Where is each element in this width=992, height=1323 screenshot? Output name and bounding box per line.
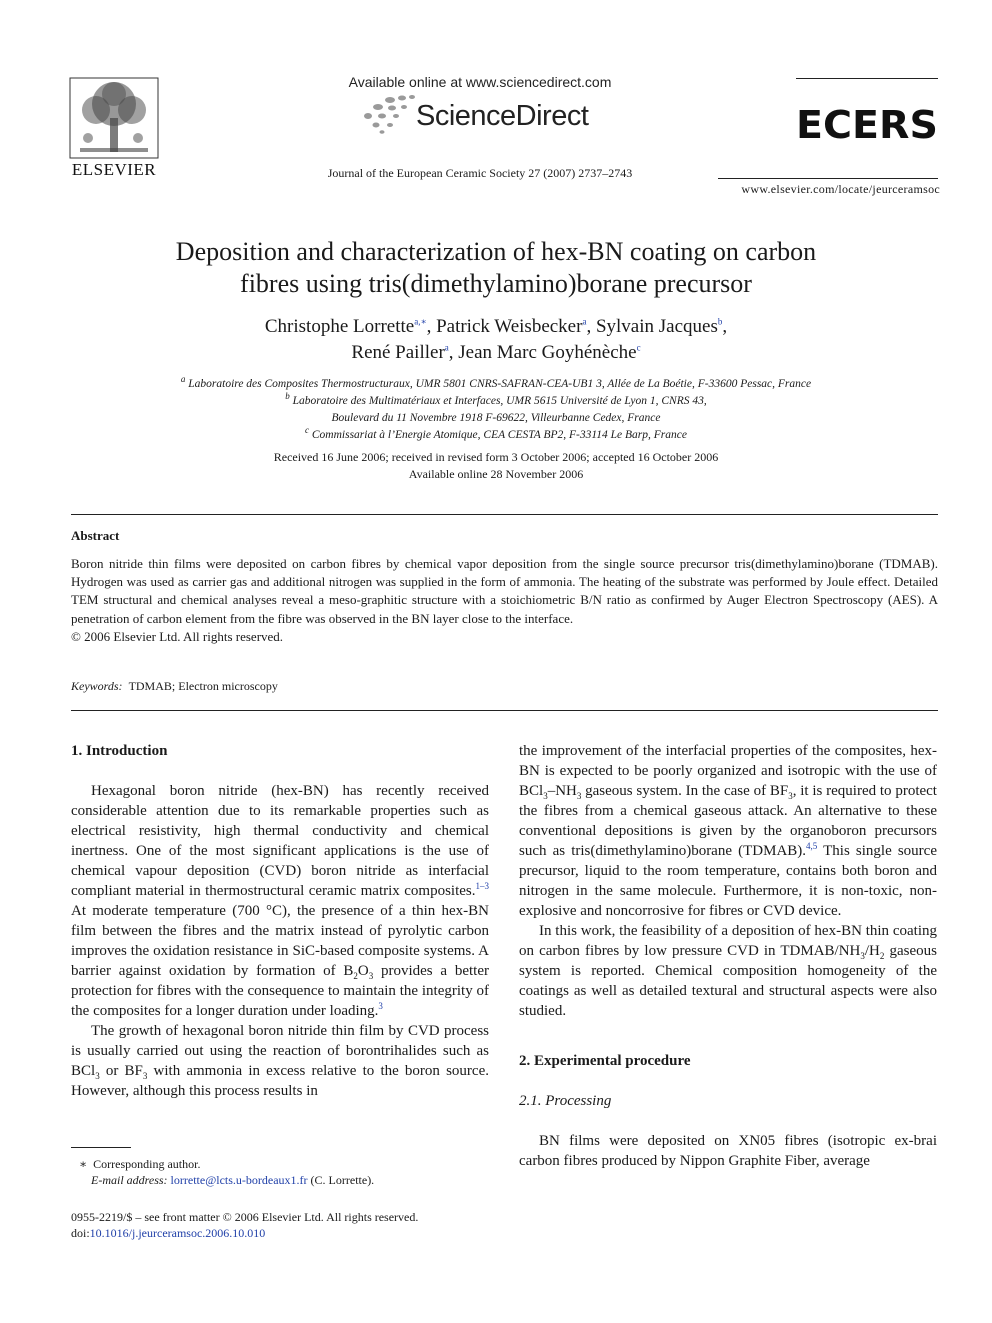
received-dates: Received 16 June 2006; received in revised form 3 October 2006; accepted 16 October 2006 bbox=[273, 450, 719, 464]
email-label: E-mail address: bbox=[91, 1173, 168, 1187]
author-separator: , bbox=[722, 316, 728, 337]
ecers-logo bbox=[796, 104, 938, 144]
section-heading-introduction: 1. Introduction bbox=[71, 743, 168, 759]
email-link[interactable]: lorrette@lcts.u-bordeaux1.fr bbox=[170, 1173, 308, 1187]
affiliation bbox=[90, 427, 902, 444]
corresponding-label: Corresponding author. bbox=[93, 1157, 201, 1171]
journal-reference: Journal of the European Ceramic Society 27 (2007) 2737–2743 bbox=[327, 166, 633, 180]
doi-link[interactable]: 10.1016/j.jeurceramsoc.2006.10.010 bbox=[89, 1226, 266, 1240]
issn-line: 0955-2219/$ – see front matter © 2006 Elsevier Ltd. All rights reserved. bbox=[71, 1210, 419, 1224]
front-matter-notice bbox=[71, 1209, 491, 1241]
keywords-label: Keywords: bbox=[71, 679, 123, 693]
author: Jean Marc Goyhénèche bbox=[458, 342, 637, 363]
affiliation-mark[interactable]: a bbox=[444, 342, 449, 353]
journal-url[interactable]: www.elsevier.com/locate/jeurceramsoc bbox=[741, 182, 940, 196]
paragraph: In this work, the feasibility of a deposition of hex-BN thin coating on carbon fibres by low pressure CVD in TDMAB/$NH_3/H_2$ gaseous system is reported. Chemical composition homogeneity of the coatings as well as detailed textural and structural aspects were also studied. bbox=[519, 923, 937, 1019]
affiliation-text: Commissariat à l’Energie Atomique, CEA CESTA BP2, F-33114 Le Barp, France bbox=[311, 429, 687, 441]
affiliation-text: Boulevard du 11 Novembre 1918 F-69622, Villeurbanne Cedex, France bbox=[331, 412, 661, 424]
available-online-text: Available online at www.sciencedirect.com bbox=[348, 74, 612, 90]
abstract-text: Boron nitride thin films were deposited on carbon fibres by chemical vapor deposition from the single source precursor tris(dimethylamino)borane (TDMAB). Hydrogen was used as carrier gas and additional nitrogen was supplied in the form of ammonia. The heating of the substrate was performed by Joule effect. Detailed TEM structural and chemical analyses reveal a meso-graphitic structure with a stoichiometric B/N ratio as confirmed by Auger Electron Spectroscopy (AES). A penetration of carbon element from the fibre was observed in the BN layer close to the interface. bbox=[71, 556, 938, 626]
sciencedirect-wordmark: ScienceDirect bbox=[416, 100, 589, 132]
affiliation-mark[interactable]: a,∗ bbox=[414, 316, 427, 327]
affiliations bbox=[90, 376, 902, 444]
elsevier-wordmark: ELSEVIER bbox=[71, 160, 157, 179]
affiliation-text: Laboratoire des Composites Thermostructuraux, UMR 5801 CNRS-SAFRAN-CEA-UB1 3, Allée de La Boétie, F-33600 Pessac, France bbox=[188, 378, 812, 390]
affiliation-mark[interactable]: c bbox=[636, 342, 641, 353]
author: René Pailler bbox=[351, 342, 445, 363]
paragraph: the improvement of the interfacial properties of the composites, hex-BN is expected to be poorly organized and isotropic with the use of $BCl_3-NH_3$ gaseous system. In the case of $BF_3$, it is required to protect the fibres from a chemical gaseous attack. An alternative to these conventional depositions is given by the organoboron precursors such as tris(dimethylamino)borane (TDMAB).$^{4,5}$ This single source precursor, liquid to the room temperature, contains both boron and nitrogen in the same molecule. Furthermore, it is non-toxic, non-explosive and noncorrosive for fibres or CVD device. bbox=[519, 743, 937, 919]
paragraph: BN films were deposited on XN05 fibres (isotropic ex-brai carbon fibres produced by Nippon Graphite Fiber, average bbox=[519, 1133, 937, 1169]
email-suffix: (C. Lorrette). bbox=[310, 1173, 375, 1187]
right-column bbox=[519, 741, 937, 1171]
left-column bbox=[71, 741, 489, 1101]
available-online-date: Available online 28 November 2006 bbox=[408, 467, 584, 481]
author-separator: , bbox=[426, 316, 437, 337]
affiliation-text: Laboratoire des Multimatériaux et Interfaces, UMR 5615 Université de Lyon 1, CNRS 43, bbox=[292, 395, 707, 407]
article-title bbox=[120, 236, 872, 300]
header-rule bbox=[796, 78, 938, 79]
abstract-copyright: © 2006 Elsevier Ltd. All rights reserved. bbox=[71, 628, 284, 644]
affiliation-mark: a bbox=[180, 374, 186, 385]
doi-line bbox=[71, 1225, 491, 1241]
author-list bbox=[150, 314, 842, 366]
header-rule bbox=[718, 178, 938, 179]
affiliation bbox=[90, 410, 902, 427]
abstract-top-rule bbox=[71, 514, 938, 515]
footnote-star: ∗ bbox=[79, 1157, 88, 1171]
abstract-body bbox=[71, 555, 938, 646]
subsection-heading-processing: 2.1. Processing bbox=[519, 1093, 612, 1109]
section-heading-experimental: 2. Experimental procedure bbox=[519, 1053, 691, 1069]
paragraph: Hexagonal boron nitride (hex-BN) has recently received considerable attention due to its remarkable properties such as electrical resistivity, high thermal conductivity and chemical inertness. One of the most significant applications is the use of chemical vapour deposition (CVD) boron nitride as interfacial compliant material in thermostructural ceramic matrix composites.$^{1-3}$ At moderate temperature (700 °C), the presence of a thin hex-BN film between the fibres and the matrix instead of pyrolytic carbon improves the oxidation resistance in SiC-based composite systems. A barrier against oxidation by formation of $B_2O_3$ provides a better protection for fibres with the consequence to maintain the integrity of the composites for a longer duration under loading.$^3$ bbox=[71, 783, 489, 1019]
abstract-bottom-rule bbox=[71, 710, 938, 711]
affiliation-mark: c bbox=[305, 425, 309, 436]
affiliation bbox=[90, 376, 902, 393]
abstract-heading: Abstract bbox=[71, 528, 120, 543]
title-line: fibres using tris(dimethylamino)borane precursor bbox=[240, 269, 752, 298]
author: Christophe Lorrette bbox=[264, 316, 415, 337]
author-separator: , bbox=[586, 316, 596, 337]
author: Patrick Weisbecker bbox=[436, 316, 583, 337]
email-line bbox=[71, 1172, 491, 1188]
title-line: Deposition and characterization of hex-BN coating on carbon bbox=[175, 237, 817, 266]
footnote-rule bbox=[71, 1147, 131, 1148]
corresponding-note bbox=[71, 1156, 491, 1172]
affiliation-mark[interactable]: b bbox=[717, 316, 723, 327]
corresponding-author-footnote bbox=[71, 1156, 491, 1188]
doi-label: doi: bbox=[71, 1226, 90, 1240]
affiliation-mark[interactable]: a bbox=[582, 316, 587, 327]
paragraph: The growth of hexagonal boron nitride thin film by CVD process is usually carried out using the reaction of borontrihalides such as BCl$_3$ or $BF_3$ with ammonia in excess relative to the boron source. However, although this process results in bbox=[71, 1023, 489, 1099]
svg-text:ECERS: ECERS bbox=[796, 104, 938, 144]
article-history bbox=[150, 449, 842, 483]
affiliation-mark: b bbox=[285, 391, 290, 402]
keywords bbox=[71, 679, 278, 694]
keywords-value: TDMAB; Electron microscopy bbox=[128, 679, 278, 693]
author: Sylvain Jacques bbox=[595, 316, 718, 337]
sciencedirect-dots-icon bbox=[360, 94, 416, 134]
author-separator: , bbox=[448, 342, 459, 363]
affiliation bbox=[90, 393, 902, 410]
